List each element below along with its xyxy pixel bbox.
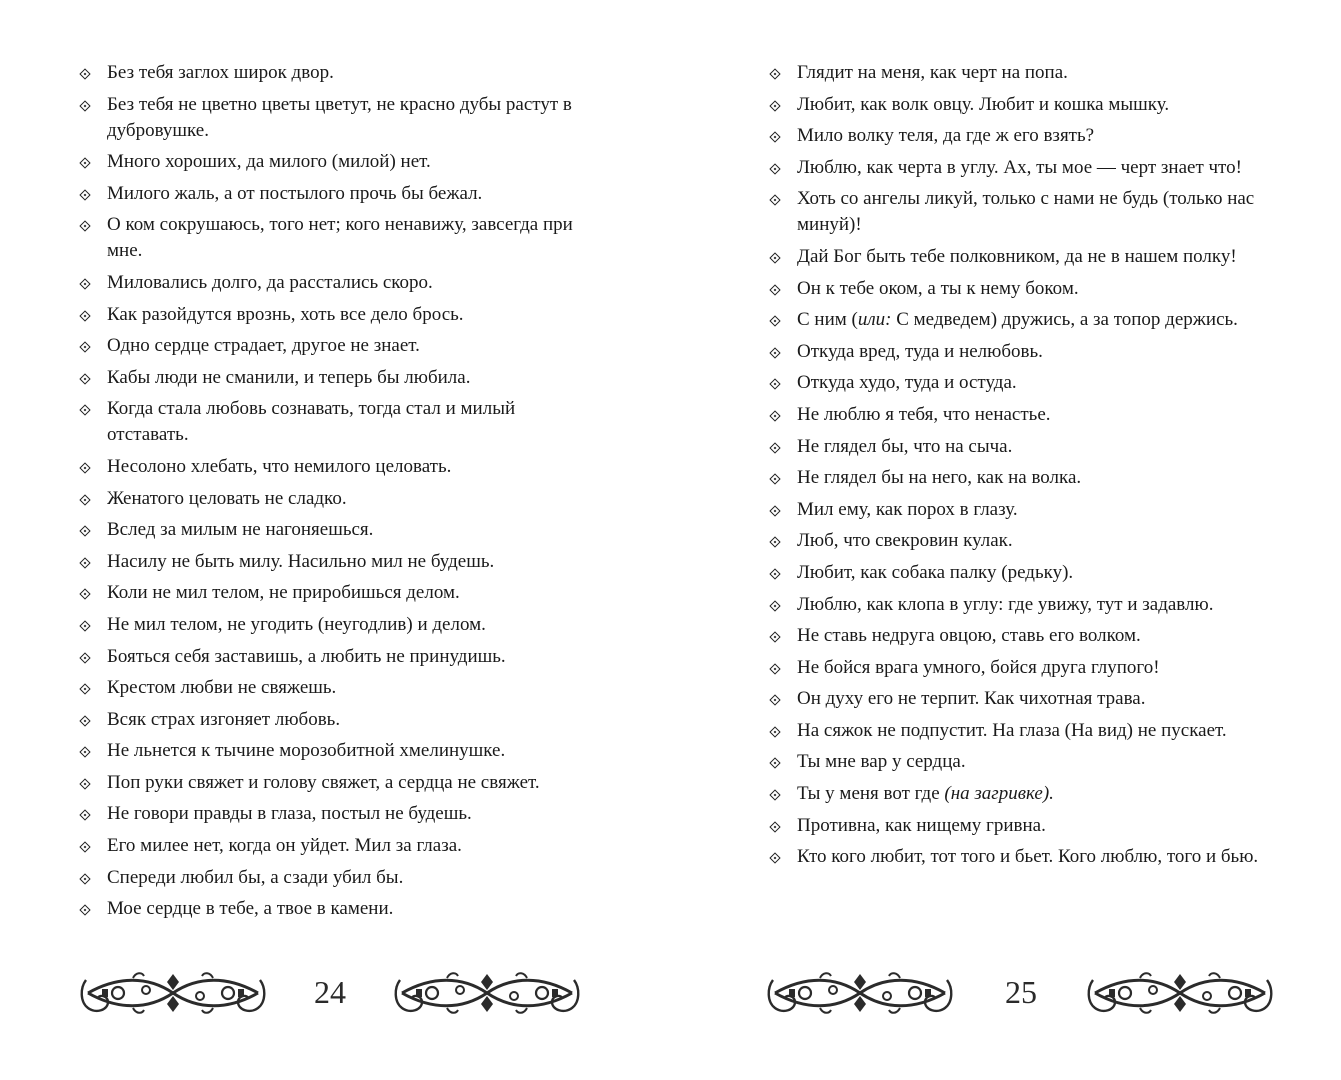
proverb-text: Кто кого любит, тот того и бьет. Кого люблю, того и бью. — [797, 846, 1259, 868]
proverb-item — [78, 896, 598, 922]
diamond-bullet-icon — [79, 652, 90, 663]
proverb-text: Несолоно хлебать, что немилого целовать. — [107, 455, 452, 477]
proverb-text: С медведем) дружись, а за топор держись. — [891, 309, 1238, 331]
proverb-text: Крестом любви не свяжешь. — [107, 677, 337, 699]
diamond-bullet-icon — [79, 905, 90, 916]
diamond-bullet-icon — [769, 726, 780, 737]
proverb-item — [78, 801, 598, 827]
proverb-item — [78, 612, 598, 638]
proverb-text: Не люблю я тебя, что ненастье. — [797, 403, 1051, 425]
diamond-bullet-icon — [79, 221, 90, 232]
diamond-bullet-icon — [79, 68, 90, 79]
proverb-italic-text: или: — [857, 309, 892, 331]
proverb-item — [768, 465, 1308, 491]
proverb-item — [768, 60, 1308, 86]
proverb-item — [768, 123, 1308, 149]
diamond-bullet-icon — [79, 683, 90, 694]
page-number: 25 — [1005, 974, 1037, 1010]
diamond-bullet-icon — [79, 189, 90, 200]
proverb-item — [768, 370, 1308, 396]
proverb-text: Спереди любил бы, а сзади убил бы. — [107, 866, 404, 888]
proverb-text: Его милее нет, когда он уйдет. Мил за глаза. — [107, 835, 462, 857]
diamond-bullet-icon — [769, 758, 780, 769]
proverb-text: Не льнется к тычине морозобитной хмелинушке. — [107, 740, 506, 762]
diamond-bullet-icon — [769, 100, 780, 111]
proverb-text: Откуда худо, туда и остуда. — [797, 372, 1017, 394]
diamond-bullet-icon — [79, 810, 90, 821]
diamond-bullet-icon — [769, 695, 780, 706]
diamond-bullet-icon — [79, 405, 90, 416]
diamond-bullet-icon — [769, 315, 780, 326]
proverb-item — [78, 149, 598, 175]
proverb-item — [768, 434, 1308, 460]
diamond-bullet-icon — [769, 68, 780, 79]
proverb-item — [78, 365, 598, 391]
right-page — [670, 0, 1341, 1080]
page-footer — [670, 960, 1341, 1024]
proverb-text: Глядит на меня, как черт на попа. — [797, 62, 1068, 83]
ornament-left — [765, 968, 955, 1018]
proverb-text: Бояться себя заставишь, а любить не принудишь. — [107, 645, 506, 667]
proverb-list — [768, 60, 1308, 876]
diamond-bullet-icon — [769, 252, 780, 263]
proverb-item — [768, 276, 1308, 302]
proverb-item — [768, 655, 1308, 681]
diamond-bullet-icon — [79, 494, 90, 505]
proverb-item — [78, 517, 598, 543]
proverb-item — [78, 454, 598, 480]
proverb-text: Не ставь недруга овцою, ставь его волком. — [797, 625, 1141, 647]
diamond-bullet-icon — [79, 747, 90, 758]
proverb-list — [78, 60, 598, 928]
diamond-bullet-icon — [769, 853, 780, 864]
proverb-text: Люблю, как черта в углу. Ах, ты мое — черт знает что! — [797, 156, 1242, 178]
diamond-bullet-icon — [769, 284, 780, 295]
diamond-bullet-icon — [769, 568, 780, 579]
proverb-text: Откуда вред, туда и нелюбовь. — [797, 340, 1043, 362]
proverb-item — [768, 749, 1308, 775]
proverb-italic-text: (на загривке). — [944, 783, 1054, 805]
proverb-text: Не говори правды в глаза, постыл не будешь. — [107, 803, 472, 825]
proverb-item — [768, 592, 1308, 618]
ornament-right — [1085, 968, 1275, 1018]
proverb-text: Женатого целовать не сладко. — [107, 487, 347, 509]
diamond-bullet-icon — [79, 557, 90, 568]
page-footer — [0, 960, 670, 1024]
proverb-item — [768, 497, 1308, 523]
proverb-item — [78, 738, 598, 764]
proverb-text: Без тебя не цветно цветы цветут, не красно дубы растут в дубровушке. — [107, 93, 572, 141]
proverb-item — [768, 339, 1308, 365]
page-number: 24 — [314, 974, 346, 1010]
proverb-item — [768, 155, 1308, 181]
proverb-item — [768, 686, 1308, 712]
proverb-item — [78, 770, 598, 796]
diamond-bullet-icon — [769, 473, 780, 484]
proverb-item — [78, 486, 598, 512]
proverb-text: Он к тебе оком, а ты к нему боком. — [797, 277, 1079, 299]
diamond-bullet-icon — [79, 278, 90, 289]
proverb-text: Дай Бог быть тебе полковником, да не в нашем полку! — [797, 245, 1237, 267]
proverb-text: Любит, как волк овцу. Любит и кошка мышку. — [797, 93, 1170, 115]
proverb-item — [78, 580, 598, 606]
diamond-bullet-icon — [79, 841, 90, 852]
proverb-text: Много хороших, да милого (милой) нет. — [107, 151, 431, 173]
proverb-item — [78, 60, 598, 86]
diamond-bullet-icon — [769, 821, 780, 832]
proverb-item — [768, 813, 1308, 839]
proverb-text: С ним ( — [797, 309, 858, 331]
diamond-bullet-icon — [79, 310, 90, 321]
proverb-item — [78, 833, 598, 859]
proverb-item — [78, 865, 598, 891]
proverb-text: Когда стала любовь сознавать, тогда стал и милый отставать. — [107, 398, 516, 446]
proverb-text: Не глядел бы на него, как на волка. — [797, 467, 1082, 489]
proverb-item — [78, 270, 598, 296]
diamond-bullet-icon — [79, 589, 90, 600]
diamond-bullet-icon — [769, 163, 780, 174]
proverb-item — [768, 781, 1308, 807]
proverb-text: Он духу его не терпит. Как чихотная трава. — [797, 688, 1146, 710]
proverb-item — [768, 844, 1308, 870]
proverb-item — [78, 333, 598, 359]
diamond-bullet-icon — [79, 525, 90, 536]
diamond-bullet-icon — [769, 631, 780, 642]
proverb-item — [768, 307, 1308, 333]
diamond-bullet-icon — [769, 132, 780, 143]
diamond-bullet-icon — [769, 789, 780, 800]
proverb-item — [768, 528, 1308, 554]
diamond-bullet-icon — [79, 341, 90, 352]
proverb-text: Не мил телом, не угодить (неугодлив) и делом. — [107, 613, 486, 635]
proverb-text: На сяжок не подпустит. На глаза (На вид) не пускает. — [797, 719, 1227, 741]
proverb-text: Ты мне вар у сердца. — [797, 751, 966, 773]
proverb-item — [78, 92, 598, 144]
proverb-text: Мило волку теля, да где ж его взять? — [797, 125, 1095, 147]
proverb-item — [78, 212, 598, 264]
diamond-bullet-icon — [769, 442, 780, 453]
proverb-item — [78, 302, 598, 328]
proverb-text: О ком сокрушаюсь, того нет; кого ненавижу, завсегда при мне. — [107, 214, 573, 262]
proverb-text: Поп руки свяжет и голову свяжет, а сердца не свяжет. — [107, 771, 540, 793]
ornament-left — [78, 968, 268, 1018]
proverb-item — [768, 718, 1308, 744]
diamond-bullet-icon — [769, 663, 780, 674]
diamond-bullet-icon — [769, 505, 780, 516]
proverb-text: Миловались долго, да расстались скоро. — [107, 271, 433, 293]
proverb-text: Милого жаль, а от постылого прочь бы бежал. — [107, 182, 483, 204]
proverb-text: Люблю, как клопа в углу: где увижу, тут и задавлю. — [797, 593, 1214, 615]
diamond-bullet-icon — [79, 373, 90, 384]
proverb-text: Одно сердце страдает, другое не знает. — [107, 335, 420, 357]
proverb-text: Не бойся врага умного, бойся друга глупого! — [797, 656, 1160, 678]
proverb-item — [768, 92, 1308, 118]
proverb-text: Мил ему, как порох в глазу. — [797, 498, 1018, 520]
proverb-text: Без тебя заглох широк двор. — [107, 62, 334, 83]
diamond-bullet-icon — [769, 379, 780, 390]
proverb-text: Ты у меня вот где — [797, 783, 945, 805]
diamond-bullet-icon — [79, 100, 90, 111]
proverb-text: Насилу не быть милу. Насильно мил не будешь. — [107, 550, 495, 572]
diamond-bullet-icon — [79, 620, 90, 631]
proverb-item — [78, 396, 598, 448]
diamond-bullet-icon — [79, 462, 90, 473]
diamond-bullet-icon — [769, 410, 780, 421]
diamond-bullet-icon — [769, 347, 780, 358]
proverb-item — [768, 560, 1308, 586]
proverb-item — [78, 181, 598, 207]
proverb-text: Кабы люди не сманили, и теперь бы любила. — [107, 366, 471, 388]
proverb-text: Коли не мил телом, не приробишься делом. — [107, 582, 460, 604]
proverb-text: Люб, что свекровин кулак. — [797, 530, 1013, 552]
diamond-bullet-icon — [79, 715, 90, 726]
proverb-text: Вслед за милым не нагоняешься. — [107, 519, 374, 541]
proverb-item — [768, 402, 1308, 428]
diamond-bullet-icon — [769, 537, 780, 548]
proverb-item — [768, 623, 1308, 649]
proverb-text: Не глядел бы, что на сыча. — [797, 435, 1013, 457]
proverb-text: Всяк страх изгоняет любовь. — [107, 708, 341, 730]
proverb-text: Хоть со ангелы ликуй, только с нами не будь (только нас минуй)! — [797, 188, 1255, 236]
diamond-bullet-icon — [79, 778, 90, 789]
proverb-item — [768, 186, 1308, 238]
proverb-item — [78, 644, 598, 670]
diamond-bullet-icon — [769, 195, 780, 206]
proverb-item — [768, 244, 1308, 270]
diamond-bullet-icon — [79, 873, 90, 884]
proverb-text: Любит, как собака палку (редьку). — [797, 561, 1074, 583]
ornament-right — [392, 968, 582, 1018]
proverb-text: Противна, как нищему гривна. — [797, 814, 1046, 836]
proverb-item — [78, 675, 598, 701]
proverb-text: Мое сердце в тебе, а твое в камени. — [107, 898, 394, 920]
proverb-item — [78, 549, 598, 575]
diamond-bullet-icon — [79, 158, 90, 169]
diamond-bullet-icon — [769, 600, 780, 611]
proverb-text: Как разойдутся врознь, хоть все дело брось. — [107, 303, 464, 325]
proverb-item — [78, 707, 598, 733]
left-page — [0, 0, 670, 1080]
